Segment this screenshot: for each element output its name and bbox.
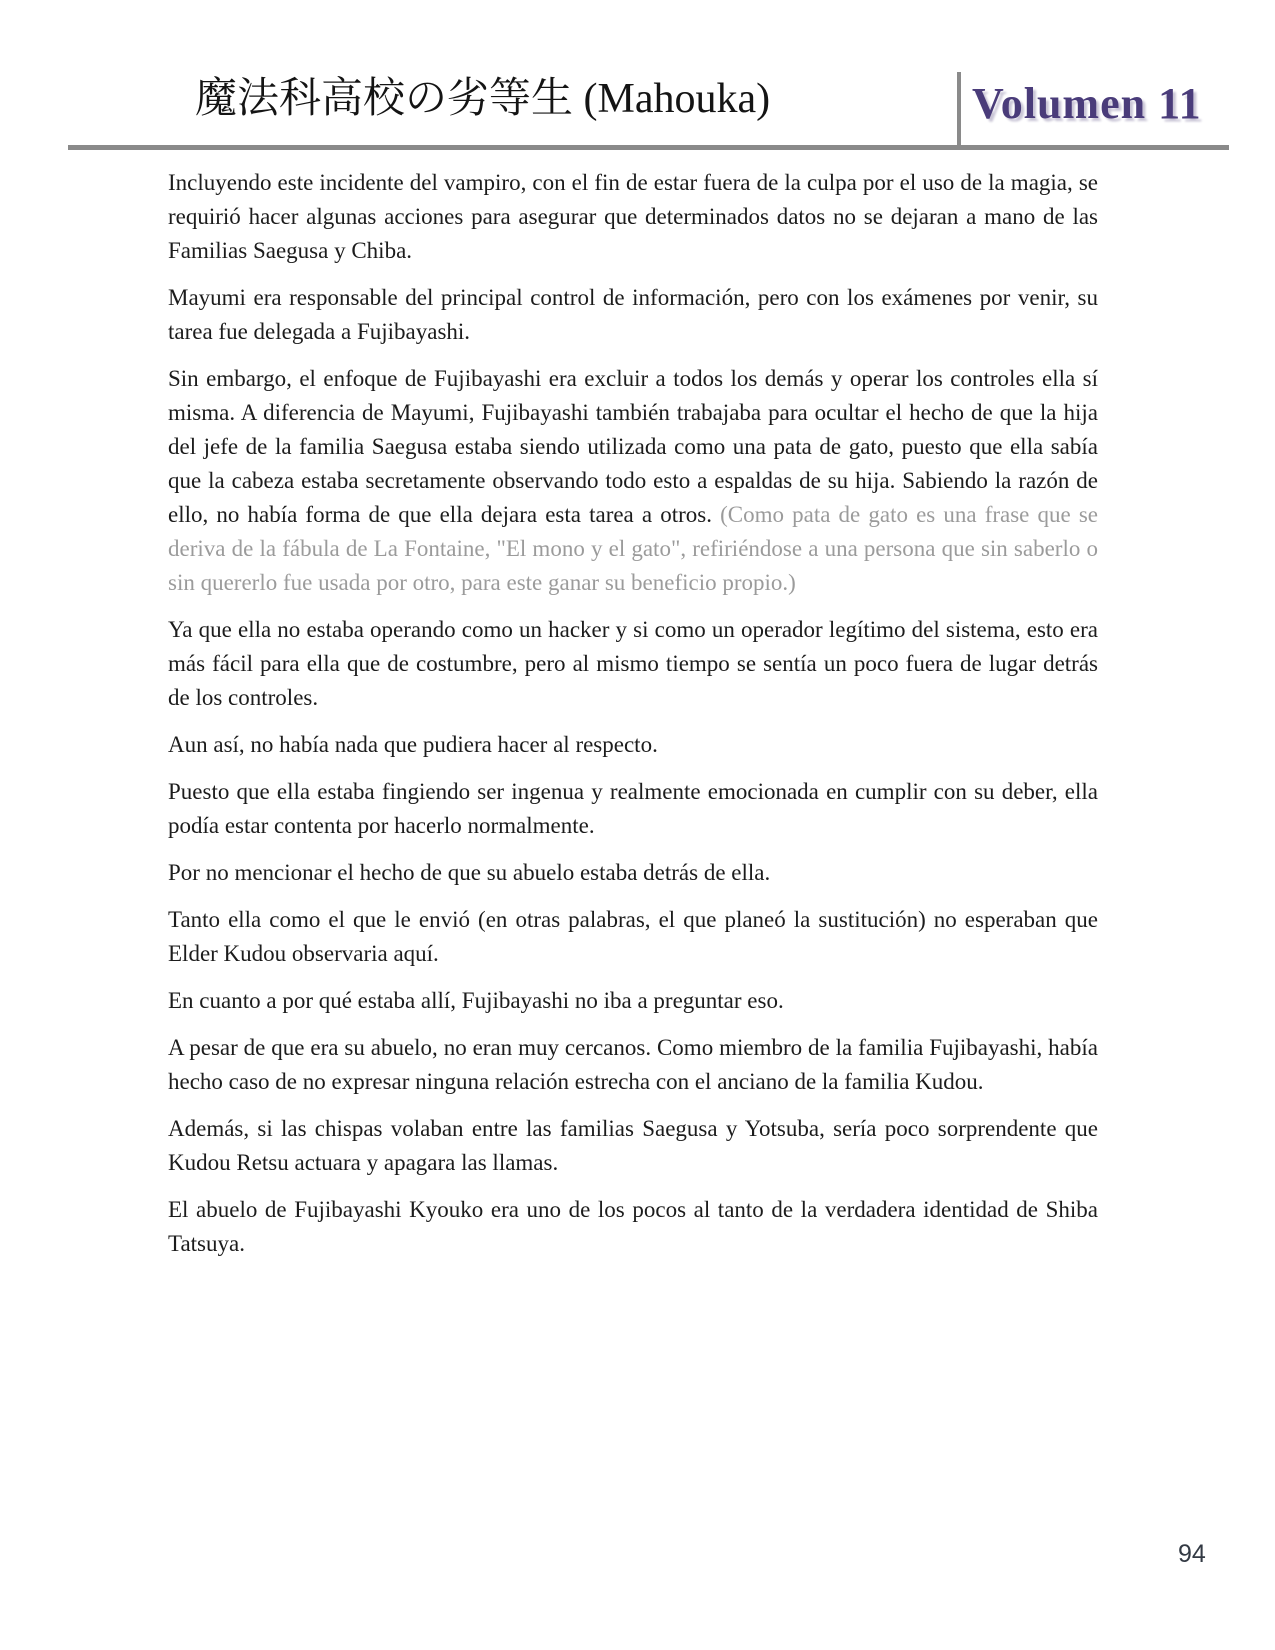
paragraph-text: En cuanto a por qué estaba allí, Fujibayashi no iba a preguntar eso. — [168, 988, 784, 1013]
paragraph-text: Tanto ella como el que le envió (en otras palabras, el que planeó la sustitución) no esperaban que Elder Kudou observaria aquí. — [168, 907, 1098, 966]
paragraph-text: Por no mencionar el hecho de que su abuelo estaba detrás de ella. — [168, 860, 771, 885]
body-text — [168, 166, 1098, 1274]
translator-note: (Como pata de gato es una frase que se deriva de la fábula de La Fontaine, "El mono y el gato", refiriéndose a una persona que sin saberlo o sin quererlo fue usada por otro, para este ganar su beneficio propio.) — [168, 502, 1098, 595]
document-title: 魔法科高校の劣等生 (Mahouka) — [195, 76, 771, 122]
paragraph — [168, 362, 1098, 600]
paragraph-text: Además, si las chispas volaban entre las familias Saegusa y Yotsuba, sería poco sorprendente que Kudou Retsu actuara y apagara las llamas. — [168, 1116, 1098, 1175]
paragraph-text: Puesto que ella estaba fingiendo ser ingenua y realmente emocionada en cumplir con su deber, ella podía estar contenta por hacerlo normalmente. — [168, 779, 1098, 838]
paragraph-text: Mayumi era responsable del principal control de información, pero con los exámenes por venir, su tarea fue delegada a Fujibayashi. — [168, 285, 1098, 344]
paragraph-text: Sin embargo, el enfoque de Fujibayashi era excluir a todos los demás y operar los controles ella sí misma. A diferencia de Mayumi, Fujibayashi también trabajaba para ocultar el hecho de que la hija del jefe de la familia Saegusa estaba siendo utilizada como una pata de gato, puesto que ella sabía que la cabeza estaba secretamente observando todo esto a espaldas de su hija. Sabiendo la razón de ello, no había forma de que ella dejara esta tarea a otros. — [168, 366, 1098, 527]
paragraph — [168, 281, 1098, 349]
page-number: 94 — [1178, 1540, 1206, 1568]
paragraph — [168, 775, 1098, 843]
paragraph-text: A pesar de que era su abuelo, no eran muy cercanos. Como miembro de la familia Fujibayashi, había hecho caso de no expresar ninguna relación estrecha con el anciano de la familia Kudou. — [168, 1035, 1098, 1094]
paragraph — [168, 613, 1098, 715]
header-rule — [68, 145, 1229, 150]
header-divider-bar — [957, 72, 961, 150]
paragraph — [168, 856, 1098, 890]
paragraph-text: Aun así, no había nada que pudiera hacer al respecto. — [168, 732, 658, 757]
paragraph — [168, 728, 1098, 762]
paragraph-text: Incluyendo este incidente del vampiro, con el fin de estar fuera de la culpa por el uso de la magia, se requirió hacer algunas acciones para asegurar que determinados datos no se dejaran a mano de las Familias Saegusa y Chiba. — [168, 170, 1098, 263]
paragraph-text: Ya que ella no estaba operando como un hacker y si como un operador legítimo del sistema, esto era más fácil para ella que de costumbre, pero al mismo tiempo se sentía un poco fuera de lugar detrás de los controles. — [168, 617, 1098, 710]
paragraph-text: El abuelo de Fujibayashi Kyouko era uno de los pocos al tanto de la verdadera identidad de Shiba Tatsuya. — [168, 1197, 1098, 1256]
paragraph — [168, 1193, 1098, 1261]
paragraph — [168, 166, 1098, 268]
paragraph — [168, 1112, 1098, 1180]
paragraph — [168, 903, 1098, 971]
volume-label: Volumen 11 — [972, 79, 1202, 128]
paragraph — [168, 1031, 1098, 1099]
paragraph — [168, 984, 1098, 1018]
